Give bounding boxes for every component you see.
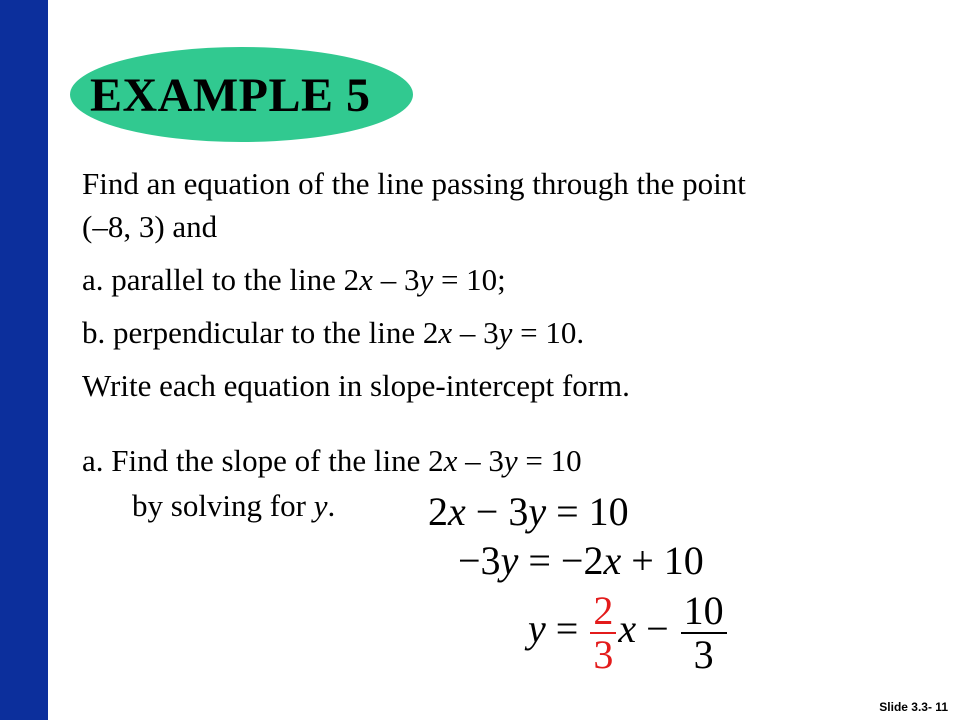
equation-3: y = $\frac{2}{3}$ x − $\frac{10}{3}$ <box>528 590 729 676</box>
eq1-equals: = 10 <box>546 489 629 534</box>
intercept-fraction <box>681 590 727 676</box>
eq3-equals: = <box>545 606 589 652</box>
eq2-equals: = −2 <box>518 538 604 583</box>
problem-line-2: (–8, 3) and <box>82 209 218 244</box>
equation-2: −3y = −2x + 10 <box>458 538 704 583</box>
eq2-rest: + 10 <box>621 538 704 583</box>
slope-fraction <box>590 590 616 676</box>
eq1-rest: − 3 <box>465 489 529 534</box>
eq1-left: 2 <box>428 489 448 534</box>
part-b: b. perpendicular to the line 2x – 3y = 10. <box>82 315 585 350</box>
part-b-text: b. perpendicular to the line 2 <box>82 315 439 350</box>
solution-step-a: a. Find the slope of the line 2x – 3y = 10 <box>82 443 582 478</box>
problem-line-1: Find an equation of the line passing through the point <box>82 166 746 201</box>
solution-step-a-text: a. Find the slope of the line 2 <box>82 443 444 478</box>
solution-step-a-line-2-text: by solving for <box>132 488 314 523</box>
eq3-minus: − <box>636 606 679 652</box>
slope-denominator: 3 <box>593 632 614 677</box>
equation-1: 2x − 3y = 10 <box>428 489 629 534</box>
part-a: a. parallel to the line 2x – 3y = 10; <box>82 262 506 297</box>
solution-step-a-line-2: by solving for y. <box>132 488 336 523</box>
sidebar-bar <box>0 0 48 720</box>
slope-numerator: 2 <box>590 590 616 634</box>
part-a-text: a. parallel to the line 2 <box>82 262 360 297</box>
intercept-denominator: 3 <box>693 632 714 677</box>
intercept-numerator: 10 <box>681 590 727 634</box>
eq2-left: −3 <box>458 538 501 583</box>
instruction: Write each equation in slope-intercept form. <box>82 368 630 403</box>
slide-title: EXAMPLE 5 <box>90 69 371 122</box>
slide-number: Slide 3.3- 11 <box>879 700 948 714</box>
